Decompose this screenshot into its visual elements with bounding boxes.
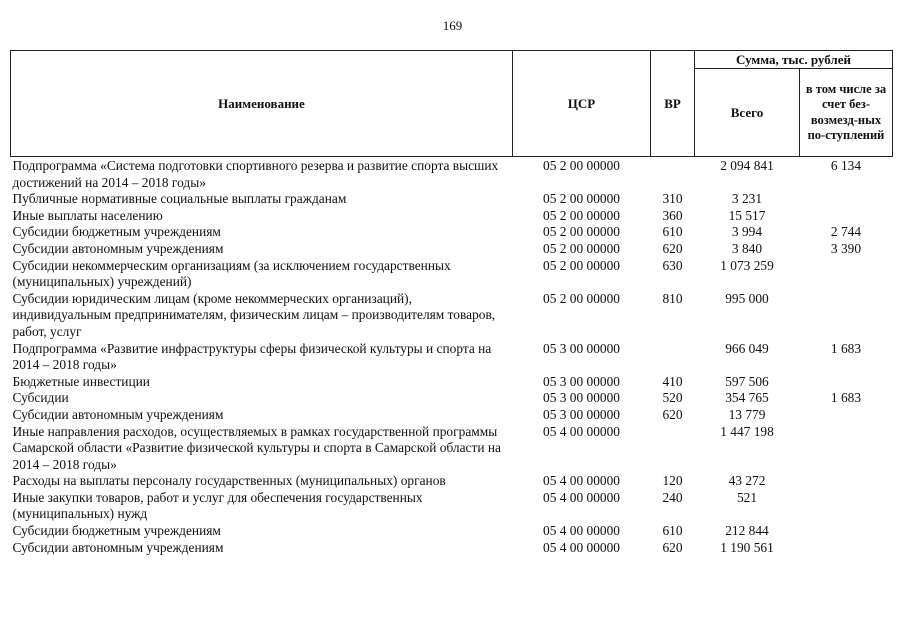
table-row: [11, 490, 893, 523]
name-cell: Субсидии юридическим лицам (кроме некоммерческих организаций), индивидуальным предпринимателям, физическим лицам – производителям товаров, работ, услуг: [12, 290, 496, 339]
extra-cell: [800, 540, 893, 557]
csr-cell: 05 3 00 00000: [543, 373, 620, 389]
vr-cell: 120: [662, 473, 683, 489]
csr-cell: 05 4 00 00000: [543, 473, 620, 489]
csr-cell: 05 4 00 00000: [543, 489, 620, 505]
table-row: [11, 241, 893, 258]
header-sum-group: Сумма, тыс. рублей: [695, 51, 893, 69]
header-total: Всего: [695, 69, 800, 157]
csr-cell: 05 2 00 00000: [543, 158, 620, 173]
page-number: 169: [442, 18, 463, 33]
name-cell: Субсидии автономным учреждениям: [12, 406, 224, 422]
name-cell: Иные выплаты населению: [12, 207, 163, 223]
total-cell: 15 517: [728, 207, 766, 223]
total-cell: 521: [736, 489, 758, 505]
name-cell: Субсидии бюджетным учреждениям: [12, 523, 221, 539]
total-cell: 966 049: [725, 340, 769, 356]
vr-cell: 630: [662, 257, 683, 273]
name-cell: Расходы на выплаты персоналу государственных (муниципальных) органов: [12, 473, 446, 489]
extra-cell: [800, 407, 893, 424]
total-cell: 1 190 561: [720, 539, 774, 555]
total-cell: 2 094 841: [720, 158, 774, 173]
table-body: [11, 157, 893, 557]
vr-cell: 360: [662, 207, 683, 223]
csr-cell: 05 2 00 00000: [543, 191, 620, 207]
vr-cell: [651, 341, 695, 374]
table-row: [11, 258, 893, 291]
csr-cell: 05 4 00 00000: [543, 423, 620, 439]
table-row: [11, 540, 893, 557]
total-cell: 995 000: [725, 290, 769, 306]
vr-cell: 240: [662, 489, 683, 505]
extra-cell: [800, 374, 893, 391]
total-cell: 597 506: [725, 373, 769, 389]
csr-cell: 05 4 00 00000: [543, 539, 620, 555]
name-cell: Публичные нормативные социальные выплаты гражданам: [12, 191, 347, 207]
table-row: [11, 374, 893, 391]
vr-cell: 610: [662, 523, 683, 539]
csr-cell: 05 4 00 00000: [543, 523, 620, 539]
csr-cell: 05 2 00 00000: [543, 207, 620, 223]
table-row: [11, 224, 893, 241]
name-cell: Иные закупки товаров, работ и услуг для обеспечения государственных (муниципальных) нужд: [12, 489, 423, 522]
total-cell: 3 231: [731, 191, 763, 207]
name-cell: Субсидии: [12, 390, 69, 406]
extra-cell: 1 683: [830, 340, 862, 356]
vr-cell: 310: [662, 191, 683, 207]
table-row: [11, 341, 893, 374]
budget-table: [10, 50, 893, 556]
vr-cell: 520: [662, 390, 683, 406]
vr-cell: 620: [662, 240, 683, 256]
csr-cell: 05 2 00 00000: [543, 257, 620, 273]
name-cell: Субсидии автономным учреждениям: [12, 240, 224, 256]
table-row: [11, 424, 893, 474]
extra-cell: [800, 523, 893, 540]
total-cell: 354 765: [725, 390, 769, 406]
table-header: [11, 51, 893, 157]
name-cell: Субсидии бюджетным учреждениям: [12, 224, 221, 240]
header-extra: в том числе за счет без-возмезд-ных по-ступлений: [800, 69, 893, 157]
name-cell: Субсидии автономным учреждениям: [12, 539, 224, 555]
csr-cell: 05 2 00 00000: [543, 240, 620, 256]
extra-cell: [800, 473, 893, 490]
header-csr: ЦСР: [513, 51, 651, 157]
table-row: [11, 473, 893, 490]
extra-cell: [800, 291, 893, 341]
vr-cell: 810: [662, 290, 683, 306]
extra-cell: [800, 258, 893, 291]
csr-cell: 05 3 00 00000: [543, 340, 620, 356]
name-cell: Подпрограмма «Система подготовки спортивного резерва и развитие спорта высших достижений на 2014 – 2018 годы»: [12, 158, 499, 190]
csr-cell: 05 3 00 00000: [543, 406, 620, 422]
csr-cell: 05 2 00 00000: [543, 290, 620, 306]
total-cell: 212 844: [725, 523, 769, 539]
total-cell: 43 272: [728, 473, 766, 489]
name-cell: Бюджетные инвестиции: [12, 373, 150, 389]
name-cell: Субсидии некоммерческим организациям (за исключением государственных (муниципальных) учреждений): [12, 257, 451, 290]
table-row: [11, 390, 893, 407]
vr-cell: 620: [662, 406, 683, 422]
table-row: [11, 208, 893, 225]
extra-cell: 3 390: [830, 240, 862, 256]
total-cell: 13 779: [728, 406, 766, 422]
table-row: [11, 407, 893, 424]
extra-cell: 1 683: [830, 390, 862, 406]
extra-cell: [800, 191, 893, 208]
extra-cell: [800, 490, 893, 523]
total-cell: 1 447 198: [720, 423, 774, 439]
table-row: [11, 523, 893, 540]
vr-cell: 610: [662, 224, 683, 240]
vr-cell: 620: [662, 539, 683, 555]
csr-cell: 05 3 00 00000: [543, 390, 620, 406]
vr-cell: [651, 157, 695, 192]
total-cell: 3 840: [731, 240, 763, 256]
extra-cell: [800, 208, 893, 225]
header-name: Наименование: [11, 51, 513, 157]
header-vr: ВР: [651, 51, 695, 157]
vr-cell: 410: [662, 373, 683, 389]
extra-cell: [800, 424, 893, 474]
table-row: [11, 191, 893, 208]
vr-cell: [651, 424, 695, 474]
table-row: [11, 291, 893, 341]
name-cell: Иные направления расходов, осуществляемых в рамках государственной программы Самарской области «Развитие физической культуры и спорта в Самарской области на 2014 – 2018 годы»: [12, 423, 501, 472]
total-cell: 3 994: [731, 224, 763, 240]
csr-cell: 05 2 00 00000: [543, 224, 620, 240]
total-cell: 1 073 259: [720, 257, 774, 273]
extra-cell: 6 134: [830, 158, 862, 173]
table-row: [11, 157, 893, 192]
extra-cell: 2 744: [830, 224, 862, 240]
name-cell: Подпрограмма «Развитие инфраструктуры сферы физической культуры и спорта на 2014 – 2018 годы»: [12, 340, 492, 373]
